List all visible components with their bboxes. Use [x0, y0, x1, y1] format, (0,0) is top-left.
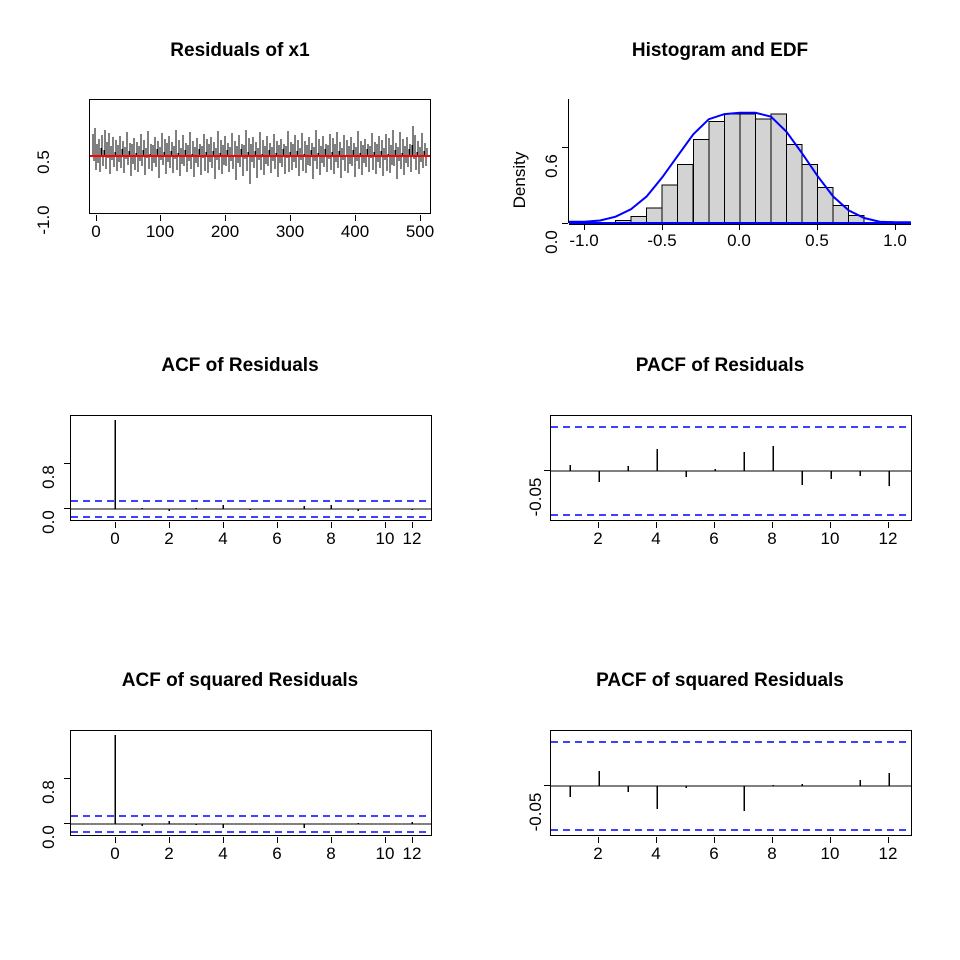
y-tick-label: 0.8	[39, 465, 58, 489]
x-tickmark	[225, 215, 226, 221]
y-tickmark	[562, 223, 568, 224]
x-tick-label: 500	[405, 222, 435, 241]
x-tickmark	[656, 837, 657, 843]
x-tickmark	[830, 837, 831, 843]
x-tickmark	[277, 837, 278, 843]
x-tick-label: 2	[164, 529, 174, 548]
x-tick-label: 4	[218, 844, 228, 863]
x-tick-label: 300	[275, 222, 305, 241]
plot-area-acf-squared-residuals	[70, 730, 432, 836]
x-tickmark	[385, 522, 386, 528]
x-tickmark	[888, 522, 889, 528]
x-axis-line	[569, 224, 911, 225]
x-tickmark	[169, 522, 170, 528]
panel-title: Histogram and EDF	[631, 40, 809, 61]
x-tickmark	[331, 522, 332, 528]
x-tick-label: 12	[402, 529, 422, 548]
x-tick-label: 8	[767, 844, 777, 863]
panel-pacf-of-residuals	[480, 345, 960, 575]
panel-pacf-of-squared-residuals	[480, 660, 960, 890]
x-tick-label: 12	[878, 844, 898, 863]
x-tick-label: 4	[651, 529, 661, 548]
panel-acf-of-squared-residuals	[0, 660, 480, 890]
x-tick-label: 2	[593, 529, 603, 548]
x-tickmark	[169, 837, 170, 843]
panel-title: Residuals of x1	[170, 40, 310, 61]
x-tick-label: 0	[91, 222, 101, 241]
x-tickmark	[895, 224, 896, 230]
x-tickmark	[412, 522, 413, 528]
y-axis-label: Density	[510, 151, 529, 209]
pacf-squared-residuals-svg	[551, 731, 911, 835]
x-tickmark	[115, 837, 116, 843]
plot-area-residuals	[89, 99, 431, 214]
x-tick-label: 6	[709, 844, 719, 863]
x-tick-label: 1.0	[883, 231, 907, 250]
plot-area-pacf-squared-residuals	[550, 730, 912, 836]
panel-histogram-and-edf	[480, 30, 960, 260]
x-tickmark	[714, 522, 715, 528]
residual-series-svg	[90, 100, 430, 213]
x-tick-label: 6	[709, 529, 719, 548]
x-tick-label: 400	[340, 222, 370, 241]
panel-title: PACF of Residuals	[635, 355, 805, 376]
x-tickmark	[772, 837, 773, 843]
panel-title: ACF of squared Residuals	[121, 670, 359, 691]
acf-squared-residuals-svg	[71, 731, 431, 835]
x-tickmark	[290, 215, 291, 221]
x-tickmark	[598, 522, 599, 528]
x-tick-label: 10	[375, 529, 395, 548]
y-tick-label: 0.0	[39, 825, 58, 849]
y-tickmark	[562, 147, 568, 148]
y-tick-label: -1.0	[34, 205, 53, 235]
x-tickmark	[817, 224, 818, 230]
plot-area-histogram	[569, 90, 911, 224]
x-tickmark	[223, 522, 224, 528]
x-tick-label: 0.0	[727, 231, 751, 250]
panel-title: PACF of squared Residuals	[596, 670, 844, 691]
x-tickmark	[420, 215, 421, 221]
y-tick-label: 0.0	[542, 230, 561, 254]
panel-residuals-of-x1	[0, 30, 480, 260]
x-tick-label: 6	[272, 844, 282, 863]
x-tickmark	[385, 837, 386, 843]
y-tick-label: 0.5	[34, 150, 53, 174]
x-tick-label: 8	[326, 529, 336, 548]
plot-area-acf-residuals	[70, 415, 432, 521]
x-tickmark	[888, 837, 889, 843]
x-tick-label: 10	[820, 529, 840, 548]
x-tickmark	[714, 837, 715, 843]
x-tick-label: 0	[110, 844, 120, 863]
x-tickmark	[772, 522, 773, 528]
x-tickmark	[115, 522, 116, 528]
x-tickmark	[598, 837, 599, 843]
x-tick-label: 10	[375, 844, 395, 863]
x-tickmark	[662, 224, 663, 230]
x-tickmark	[656, 522, 657, 528]
x-tick-label: 12	[402, 844, 422, 863]
panel-title: ACF of Residuals	[161, 355, 319, 376]
x-tickmark	[584, 224, 585, 230]
y-tick-label: -0.05	[526, 477, 545, 517]
plot-area-pacf-residuals	[550, 415, 912, 521]
x-tick-label: 6	[272, 529, 282, 548]
x-tickmark	[830, 522, 831, 528]
x-tick-label: 2	[164, 844, 174, 863]
y-tick-label: -0.05	[526, 792, 545, 832]
x-tick-label: 4	[218, 529, 228, 548]
x-tickmark	[739, 224, 740, 230]
y-tick-label: 0.0	[39, 510, 58, 534]
y-tick-label: 0.8	[39, 780, 58, 804]
x-tick-label: -1.0	[569, 231, 599, 250]
x-tickmark	[355, 215, 356, 221]
x-tick-label: -0.5	[647, 231, 677, 250]
x-tickmark	[96, 215, 97, 221]
x-tick-label: 100	[145, 222, 175, 241]
x-tick-label: 2	[593, 844, 603, 863]
x-tickmark	[412, 837, 413, 843]
x-tick-label: 8	[767, 529, 777, 548]
x-tickmark	[331, 837, 332, 843]
y-tick-label: 0.6	[542, 154, 561, 178]
acf-residuals-svg	[71, 416, 431, 520]
panel-acf-of-residuals	[0, 345, 480, 575]
x-tick-label: 10	[820, 844, 840, 863]
x-tick-label: 12	[878, 529, 898, 548]
histogram-svg	[569, 90, 911, 224]
x-tickmark	[223, 837, 224, 843]
x-tick-label: 0	[110, 529, 120, 548]
x-tick-label: 200	[210, 222, 240, 241]
x-tickmark	[277, 522, 278, 528]
x-tickmark	[160, 215, 161, 221]
x-tick-label: 0.5	[805, 231, 829, 250]
pacf-residuals-svg	[551, 416, 911, 520]
x-tick-label: 8	[326, 844, 336, 863]
x-tick-label: 4	[651, 844, 661, 863]
